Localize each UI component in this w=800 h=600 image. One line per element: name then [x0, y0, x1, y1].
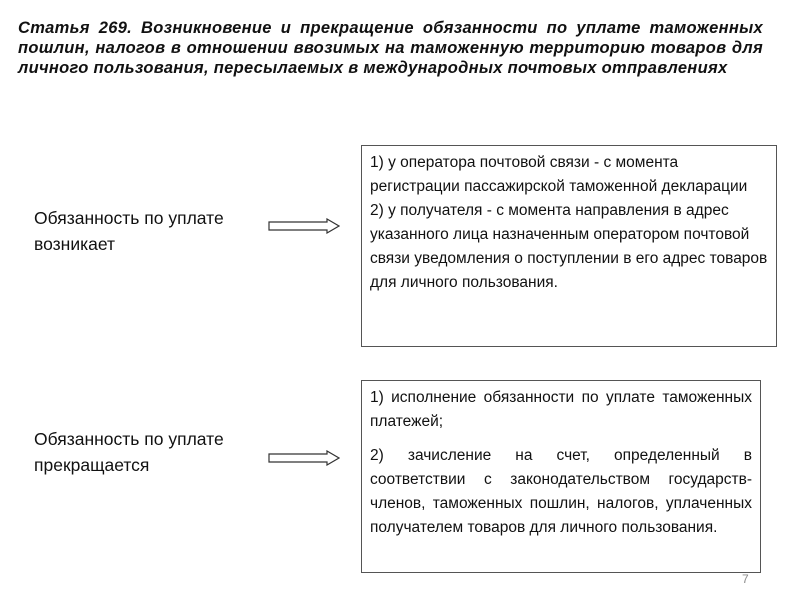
page-number: 7: [742, 572, 749, 586]
arises-item-2: 2) у получателя - с момента направления в адрес указанного лица назначенным оператором почтовой связи уведомления о поступлении в его адрес товаров для личного пользования.: [370, 202, 768, 291]
page-title: Статья 269. Возникновение и прекращение обязанности по уплате таможенных пошлин, налогов в отношении ввозимых на таможенную территорию товаров для личного пользования, пересылаемых в международных почтовых отправлениях: [18, 19, 763, 77]
arises-conditions-box: [361, 145, 777, 347]
terminates-item-1: 1) исполнение обязанности по уплате таможенных платежей;: [370, 389, 752, 430]
terminates-conditions-box: [361, 380, 761, 573]
double-arrow-right-icon: [268, 450, 340, 466]
double-arrow-right-icon: [268, 218, 340, 234]
obligation-terminates-label: Обязанность по уплате прекращается: [34, 429, 224, 475]
terminates-item-2: 2) зачисление на счет, определенный в соответствии с законодательством государств-членов, таможенных пошлин, налогов, уплаченных получателем товаров для личного пользования.: [370, 447, 752, 536]
obligation-arises-label: Обязанность по уплате возникает: [34, 208, 224, 254]
arises-item-1: 1) у оператора почтовой связи - с момента регистрации пассажирской таможенной декларации: [370, 154, 748, 195]
